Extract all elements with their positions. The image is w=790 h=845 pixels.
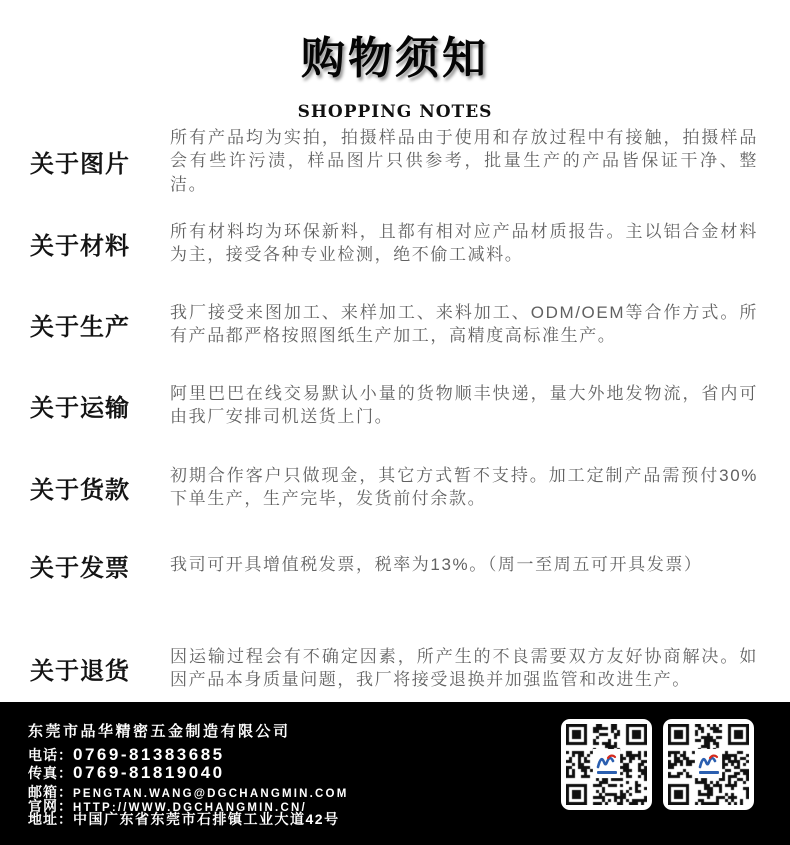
page-title: 购物须知: [301, 33, 489, 84]
contact-value: 中国广东省东莞市石排镇工业大道42号: [73, 811, 340, 827]
note-text: 我司可开具增值税发票，税率为13%。（周一至周五可开具发票）: [170, 555, 703, 575]
page-header: [0, 0, 790, 122]
note-text: 阿里巴巴在线交易默认小量的货物顺丰快递，量大外地发物流，省内可由我厂安排司机送货上门。: [170, 383, 758, 426]
page-subtitle: SHOPPING NOTES: [297, 102, 493, 122]
qr-code-2: [663, 719, 754, 810]
contact-label: 官网：: [28, 798, 73, 814]
contact-phone: [28, 745, 225, 765]
contact-fax: [28, 763, 225, 783]
note-text: 初期合作客户只做现金，其它方式暂不支持。加工定制产品需预付30%下单生产，生产完毕，发货前付余款。: [170, 465, 758, 508]
note-label: 关于货款: [30, 476, 130, 504]
qr-logo-text-bar: [699, 771, 719, 774]
note-label: 关于发票: [30, 554, 130, 582]
note-row-payment: [0, 452, 790, 522]
qr-logo-text-bar: [597, 771, 617, 774]
note-row-materials: [0, 208, 790, 278]
contact-label: 地址：: [28, 811, 73, 827]
note-label: 关于生产: [30, 313, 130, 341]
note-text: 所有产品均为实拍，拍摄样品由于使用和存放过程中有接触，拍摄样品会有些许污渍，样品图片只供参考，批量生产的产品皆保证干净、整洁。: [170, 127, 758, 194]
contact-value: HTTP://WWW.DGCHANGMIN.CN/: [73, 802, 307, 814]
contact-value: PENGTAN.WANG@DGCHANGMIN.COM: [73, 788, 349, 800]
note-label: 关于图片: [30, 150, 130, 178]
note-row-production: [0, 289, 790, 359]
note-row-shipping: [0, 370, 790, 440]
contact-label: 邮箱：: [28, 784, 73, 800]
company-footer: [0, 702, 790, 845]
contact-address: [28, 809, 340, 829]
qr-code-1: [561, 719, 652, 810]
contact-value: 0769-81819040: [73, 763, 225, 782]
note-row-pictures: [0, 126, 790, 196]
qr-center-logo-icon: [593, 749, 620, 778]
note-text: 所有材料均为环保新料，且都有相对应产品材质报告。主以铝合金材料为主，接受各种专业检测，绝不偷工减料。: [170, 221, 758, 264]
qr-center-logo-icon: [695, 749, 722, 778]
note-label: 关于退货: [30, 657, 130, 685]
note-row-invoice: [0, 545, 790, 585]
contact-value: 0769-81383685: [73, 745, 225, 764]
note-row-returns: [0, 633, 790, 703]
company-info: [28, 720, 349, 827]
note-text: 因运输过程会有不确定因素，所产生的不良需要双方友好协商解决。如因产品本身质量问题，我厂将接受退换并加强监管和改进生产。: [170, 646, 758, 689]
contact-label: 传真：: [28, 765, 73, 781]
company-name: 东莞市品华精密五金制造有限公司: [28, 723, 291, 740]
note-label: 关于运输: [30, 394, 130, 422]
note-text: 我厂接受来图加工、来样加工、来料加工、ODM/OEM等合作方式。所有产品都严格按照图纸生产加工，高精度高标准生产。: [170, 302, 758, 345]
note-label: 关于材料: [30, 232, 130, 260]
contact-label: 电话：: [28, 747, 73, 763]
